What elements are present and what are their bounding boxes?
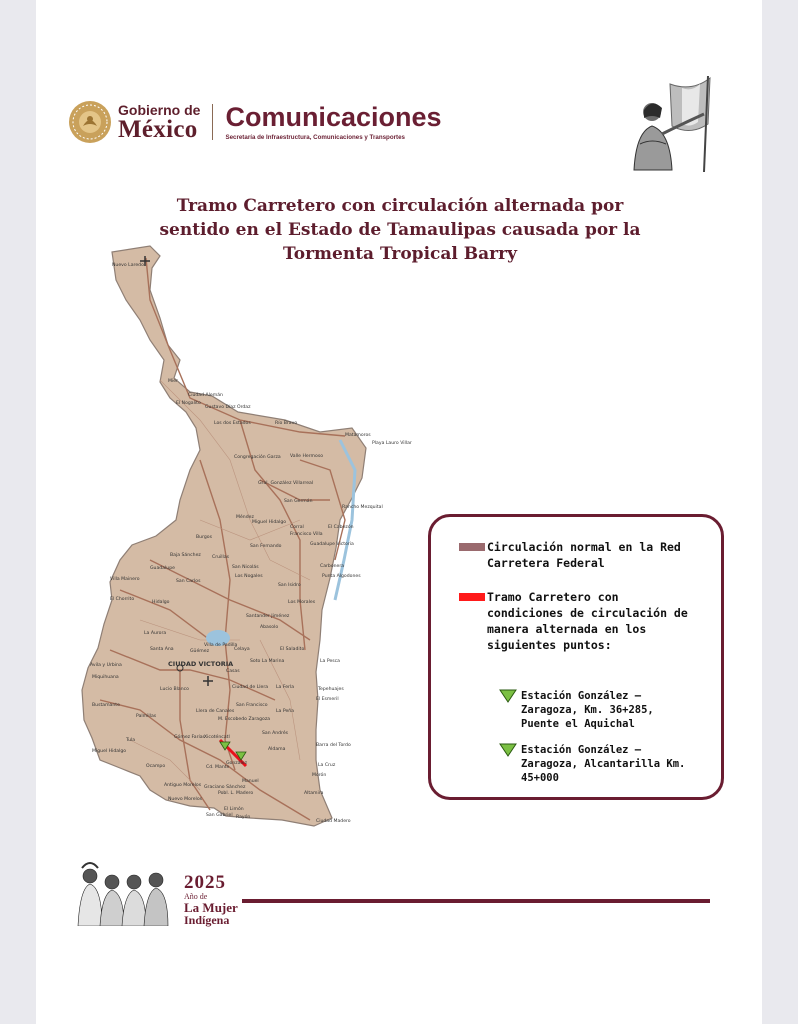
place-label-villa-mainero: Villa Mainero <box>110 577 140 582</box>
place-label-antiguo-morelos: Antiguo Morelos <box>164 783 202 788</box>
place-label-santander-jimenez: Santander Jiménez <box>246 614 290 619</box>
place-label-el-cabezon: El Cabezón <box>328 525 354 530</box>
legend-normal <box>459 539 699 571</box>
place-label-palmillas: Palmillas <box>136 714 157 719</box>
place-label-santa-ana: Santa Ana <box>150 647 174 652</box>
place-label-villa-de-padilla: Villa de Padilla <box>204 643 238 648</box>
place-label-hidalgo: Hidalgo <box>152 600 170 605</box>
place-label-tula: Tula <box>126 738 136 743</box>
legend-normal-label: Circulación normal en la Red Carretera Federal <box>487 540 681 570</box>
agency-title: Comunicaciones <box>225 101 442 132</box>
legend-point-1 <box>499 689 689 731</box>
place-label-el-chorrito: El Chorrito <box>110 597 135 602</box>
title-line-1: Tramo Carretero con circulación alternada por <box>176 196 624 216</box>
place-label-celaya: Celaya <box>234 647 250 652</box>
place-label-manuel: Manuel <box>242 779 259 784</box>
year-of-indigenous-women-logo <box>184 874 238 927</box>
green-triangle-icon <box>499 689 517 703</box>
legend-point-2-label: Estación González – Zaragoza, Alcantarilla Km. 45+000 <box>521 744 686 784</box>
place-label-moron: Morón <box>312 773 327 778</box>
place-label-corral: Corral <box>290 525 304 530</box>
gobierno-top-text: Gobierno de <box>118 101 201 118</box>
place-label-valle-hermoso: Valle Hermoso <box>290 454 324 459</box>
place-label-baja-sanchez: Baja Sánchez <box>170 553 201 558</box>
map-legend <box>428 514 724 800</box>
place-label-guadalupe: Guadalupe <box>150 566 175 571</box>
place-label-miquihuana: Miquihuana <box>92 675 119 680</box>
place-label-san-francisco: San Francisco <box>236 703 268 708</box>
place-label-rancho-mezquital: Rancho Mezquital <box>342 505 383 510</box>
place-label-la-pena: La Peña <box>276 709 294 714</box>
place-label-punta-algodones: Punta Algodones <box>322 574 361 579</box>
title-line-2: sentido en el Estado de Tamaulipas causada por la <box>159 220 641 240</box>
place-label-cruillas: Cruillas <box>212 555 230 560</box>
place-label-rio-bravo: Río Bravo <box>275 421 298 426</box>
gobierno-main-text: México <box>118 115 198 143</box>
legend-alternated <box>459 589 699 653</box>
place-label-gomez-farias: Gómez Farías <box>174 735 205 740</box>
footer-year: 2025 <box>184 872 226 893</box>
place-label-san-german: San Germán <box>284 499 313 504</box>
green-triangle-icon <box>499 743 517 757</box>
place-label-los-morales: Los Morales <box>288 600 316 605</box>
title-line-3: Tormenta Tropical Barry <box>283 244 517 264</box>
place-label-miguel-hidalgo: Miguel Hidalgo <box>252 520 287 525</box>
place-label-llera-de-canales: Llera de Canales <box>196 709 235 714</box>
legend-alternated-label: Tramo Carretero con condiciones de circulación de manera alternada en los siguientes puntos: <box>487 590 688 652</box>
footer-year-prefix: Año de <box>184 892 208 901</box>
indigenous-women-illustration <box>72 858 182 926</box>
legend-normal-swatch <box>459 543 485 551</box>
place-label-la-pesca: La Pesca <box>320 659 341 664</box>
place-label-mier: Mier <box>168 379 178 384</box>
agency-subtitle: Secretaría de Infraestructura, Comunicaciones y Transportes <box>225 133 405 141</box>
place-label-congregacion-garza: Congregación Garza <box>234 455 281 460</box>
place-label-los-nogales: Los Nogales <box>235 574 263 579</box>
place-label-matamoros: Matamoros <box>345 433 371 438</box>
place-label-el-saladito: El Saladito <box>280 647 305 652</box>
place-label-playa-lauro-villar: Playa Lauro Villar <box>372 441 412 446</box>
legend-point-2 <box>499 743 689 785</box>
place-label-cd-mante: Cd. Mante <box>206 765 230 770</box>
place-label-graciano-sanchez: Graciano Sánchez <box>204 785 246 790</box>
place-label-el-esmeril: El Esmeril <box>316 697 339 702</box>
place-label-san-carlos: San Carlos <box>176 579 201 584</box>
place-label-guadalupe-victoria: Guadalupe Victoria <box>310 542 354 547</box>
footer-indigena: Indígena <box>184 913 230 927</box>
place-label-tepehuajes: Tepehuajes <box>318 687 344 692</box>
place-label-francisco-villa: Francisco Villa <box>290 532 323 537</box>
place-label-ciudad-aleman: Ciudad Alemán <box>188 393 223 398</box>
place-label-poblado-l-madero: Pobl. L. Madero <box>218 791 254 796</box>
place-label-lucio-blanco: Lucio Blanco <box>160 687 189 692</box>
place-label-carbonera: Carbonera <box>320 564 345 569</box>
place-label-burgos: Burgos <box>196 535 212 540</box>
legend-alternated-swatch <box>459 593 485 601</box>
place-label-avila-y-urbina: Avila y Urbina <box>90 663 122 668</box>
legend-point-1-label: Estación González – Zaragoza, Km. 36+285, Puente el Aquichal <box>521 690 654 730</box>
place-label-san-andres: San Andrés <box>262 731 289 736</box>
place-label-el-limon: El Limón <box>224 807 244 812</box>
place-label-mendez: Méndez <box>236 515 254 520</box>
place-label-aldama: Aldama <box>268 747 286 752</box>
place-label-gustavo-diaz-ordaz: Gustavo Díaz Ordaz <box>205 405 251 410</box>
footer-bar <box>242 899 710 903</box>
place-label-guemez: Güémez <box>190 649 210 654</box>
place-label-abasolo: Abasolo <box>260 625 279 630</box>
place-label-san-nicolas: San Nicolás <box>232 565 259 570</box>
place-label-gral-gonzalez-villarreal: Gral. González Villarreal <box>258 481 314 486</box>
place-label-gonzalez: González <box>226 761 248 766</box>
place-label-san-isidro: San Isidro <box>278 583 301 588</box>
place-label-la-cruz: La Cruz <box>318 763 336 768</box>
place-label-nuevo-laredo: Nuevo Laredo <box>112 263 144 268</box>
place-label-bustamante: Bustamante <box>92 703 120 708</box>
place-label-m-escobedo-zaragoza: M. Escobedo Zaragoza <box>218 717 271 722</box>
place-label-la-aurora: La Aurora <box>144 631 167 636</box>
place-label-el-nogalito: El Nogalito <box>176 401 201 406</box>
place-label-la-ferla: La Ferla <box>276 685 295 690</box>
place-label-altamira: Altamira <box>304 791 324 796</box>
place-label-miguel-hidalgo-sur: Miguel Hidalgo <box>92 749 127 754</box>
place-label-rayon: Rayón <box>236 815 251 820</box>
place-label-ciudad-victoria: CIUDAD VICTORIA <box>168 660 234 668</box>
footer-mujer: La Mujer <box>184 900 238 915</box>
place-label-ciudad-de-llera: Ciudad de Llera <box>232 685 269 690</box>
place-label-ciudad-madero: Ciudad Madero <box>316 819 351 824</box>
place-label-los-dos-estados: Los dos Estados <box>214 421 251 426</box>
place-label-xicotencatl: Xicoténcatl <box>204 735 230 740</box>
place-label-casas: Casas <box>226 669 240 674</box>
place-label-nuevo-morelos: Nuevo Morelos <box>168 797 203 802</box>
place-label-san-fernando: San Fernando <box>250 544 282 549</box>
place-label-san-gabriel: San Gabriel <box>206 813 233 818</box>
place-label-barra-del-tordo: Barra del Tordo <box>316 743 351 748</box>
place-label-ocampo: Ocampo <box>146 764 166 769</box>
place-label-soto-la-marina: Soto La Marina <box>250 659 285 664</box>
